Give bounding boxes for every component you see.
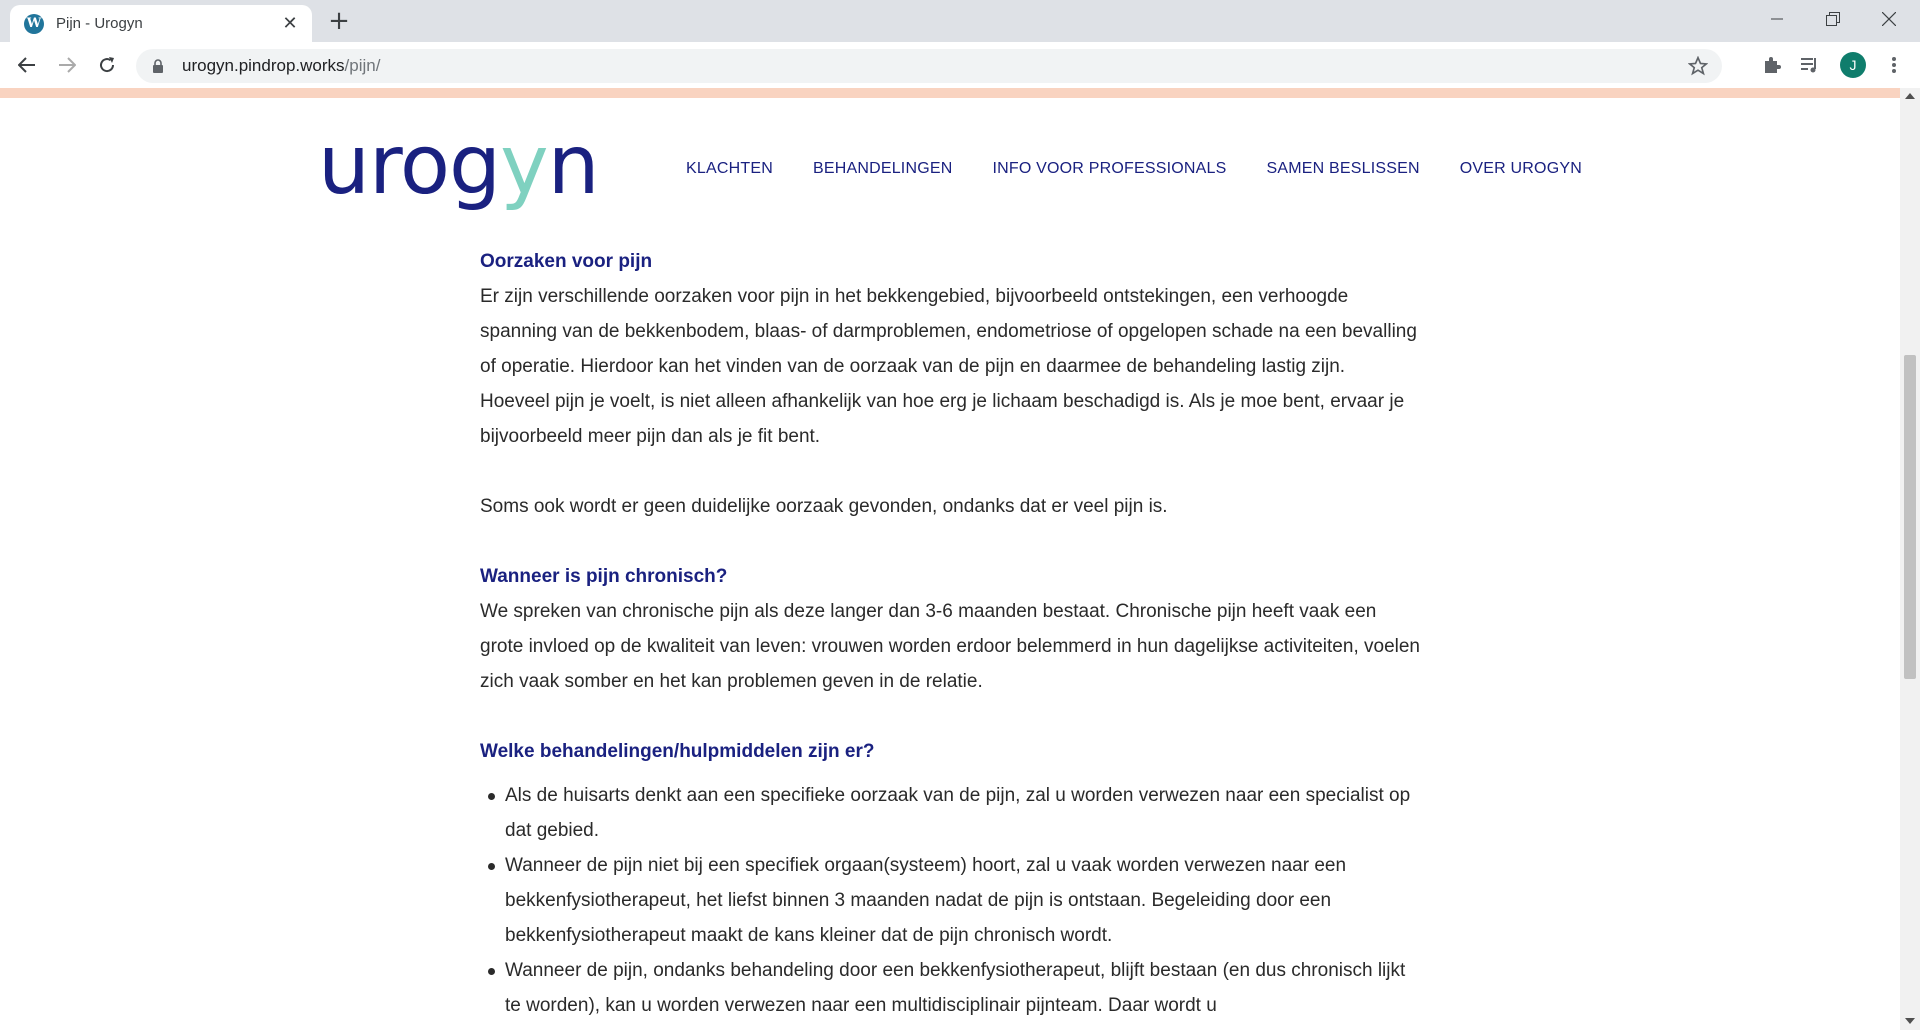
reload-button[interactable] bbox=[93, 51, 121, 79]
forward-button[interactable] bbox=[53, 51, 81, 79]
nav-behandelingen[interactable]: BEHANDELINGEN bbox=[812, 160, 953, 177]
nav-info-voor-professionals[interactable]: INFO VOOR PROFESSIONALS bbox=[992, 160, 1227, 177]
new-tab-button[interactable]: + bbox=[328, 6, 350, 36]
reload-icon bbox=[98, 56, 116, 74]
list-item: Wanneer de pijn, ondanks behandeling door een bekkenfysiotherapeut, blijft bestaan (en dus chronisch lijkt te worden), kan u worden verwezen naar een multidisciplinair pijnteam. Daar wordt u bbox=[480, 953, 1420, 1023]
main-navigation bbox=[686, 160, 1582, 178]
avatar: J bbox=[1840, 52, 1866, 78]
back-button[interactable] bbox=[13, 51, 41, 79]
scroll-up-icon[interactable] bbox=[1905, 93, 1915, 99]
arrow-left-icon bbox=[18, 57, 36, 73]
treatment-list bbox=[480, 778, 1420, 1023]
minimize-icon bbox=[1771, 13, 1783, 25]
paragraph-oorzaken: Er zijn verschillende oorzaken voor pijn in het bekkengebied, bijvoorbeeld ontstekingen, een verhoogde spanning van de bekkenbodem, blaas- of darmproblemen, endometriose of opgelopen schade na een bevalling of operatie. Hierdoor kan het vinden van de oorzaak van de pijn en daarmee de behandeling lastig zijn. Hoeveel pijn je voelt, is niet alleen afhankelijk van hoe erg je lichaam beschadigd is. Als je moe bent, ervaar je bijvoorbeeld meer pijn dan als je fit bent. bbox=[480, 286, 1417, 447]
wordpress-icon: W bbox=[24, 14, 44, 34]
browser-toolbar bbox=[0, 42, 1920, 88]
vertical-scrollbar[interactable] bbox=[1900, 88, 1920, 1030]
article-content bbox=[480, 244, 1420, 1023]
puzzle-icon bbox=[1762, 55, 1782, 75]
browser-tab[interactable] bbox=[10, 5, 312, 42]
close-icon bbox=[1882, 12, 1896, 26]
address-bar[interactable] bbox=[136, 49, 1722, 83]
minimize-button[interactable] bbox=[1750, 0, 1804, 38]
close-tab-icon[interactable]: ✕ bbox=[282, 13, 298, 34]
lock-icon bbox=[152, 59, 164, 73]
list-item: Als de huisarts denkt aan een specifieke oorzaak van de pijn, zal u worden verwezen naar een specialist op dat gebied. bbox=[480, 778, 1420, 848]
heading-oorzaken: Oorzaken voor pijn bbox=[480, 251, 653, 272]
paragraph-chronisch: We spreken van chronische pijn als deze langer dan 3-6 maanden bestaat. Chronische pijn heeft vaak een grote invloed op de kwaliteit van leven: vrouwen worden erdoor belemmerd in hun dagelijkse activiteiten, voelen zich vaak somber en het kan problemen geven in de relatie. bbox=[480, 601, 1420, 692]
arrow-right-icon bbox=[58, 57, 76, 73]
list-item: Wanneer de pijn niet bij een specifiek orgaan(systeem) hoort, zal u vaak worden verwezen naar een bekkenfysiotherapeut, het liefst binnen 3 maanden nadat de pijn is ontstaan. Begeleiding door een bekkenfysiotherapeut maakt de kans kleiner dat de pijn chronisch wordt. bbox=[480, 848, 1420, 953]
restore-button[interactable] bbox=[1806, 0, 1860, 38]
playlist-icon bbox=[1800, 56, 1820, 74]
nav-samen-beslissen[interactable]: SAMEN BESLISSEN bbox=[1266, 160, 1420, 177]
kebab-menu-icon bbox=[1892, 57, 1896, 73]
tab-title: Pijn - Urogyn bbox=[56, 15, 143, 32]
media-control-button[interactable] bbox=[1796, 51, 1824, 79]
page-viewport bbox=[0, 88, 1920, 1030]
url-text: urogyn.pindrop.works/pijn/ bbox=[182, 56, 381, 75]
close-window-button[interactable] bbox=[1862, 0, 1916, 38]
heading-chronisch: Wanneer is pijn chronisch? bbox=[480, 566, 728, 587]
header-accent-bar bbox=[0, 88, 1900, 98]
menu-button[interactable] bbox=[1880, 51, 1908, 79]
nav-klachten[interactable]: KLACHTEN bbox=[686, 160, 773, 177]
scroll-down-icon[interactable] bbox=[1905, 1018, 1915, 1024]
site-logo[interactable]: urog y n bbox=[318, 118, 599, 213]
bookmark-star-icon[interactable] bbox=[1688, 56, 1708, 76]
extensions-button[interactable] bbox=[1758, 51, 1786, 79]
profile-button[interactable] bbox=[1839, 51, 1867, 79]
paragraph-soms: Soms ook wordt er geen duidelijke oorzaak gevonden, ondanks dat er veel pijn is. bbox=[480, 496, 1168, 517]
heading-behandelingen: Welke behandelingen/hulpmiddelen zijn er? bbox=[480, 741, 875, 762]
restore-icon bbox=[1826, 12, 1840, 26]
browser-tabstrip bbox=[0, 0, 1920, 42]
nav-over-urogyn[interactable]: OVER UROGYN bbox=[1459, 160, 1582, 177]
scroll-thumb[interactable] bbox=[1904, 355, 1916, 679]
